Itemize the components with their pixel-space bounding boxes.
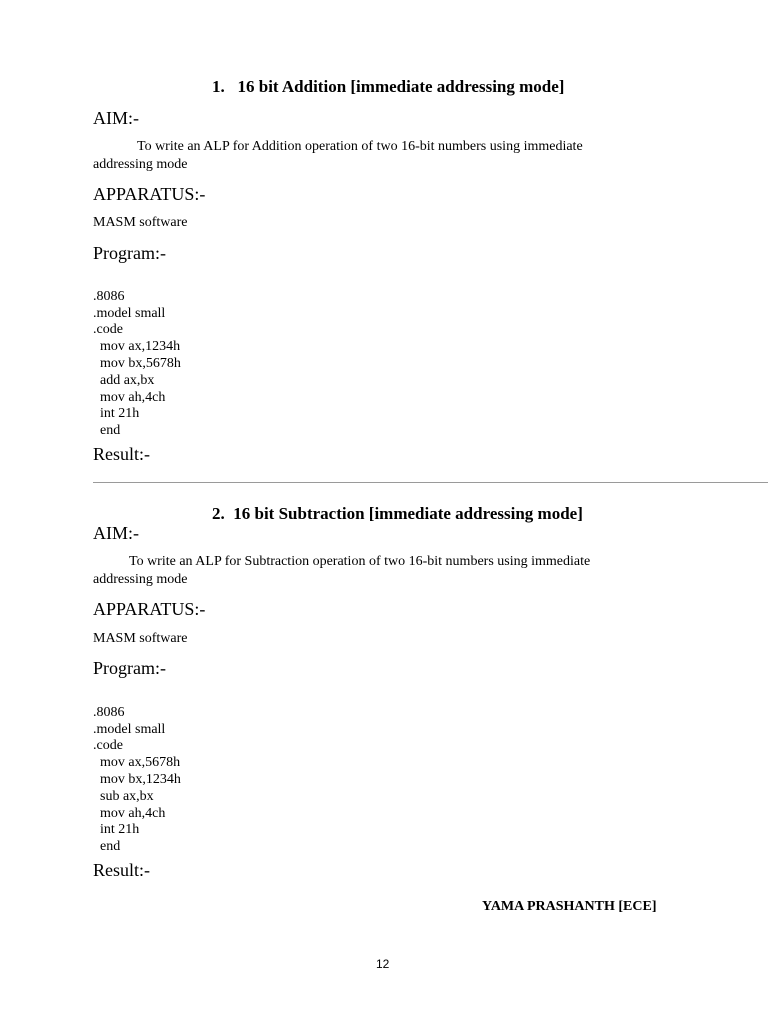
code-line: .code bbox=[93, 322, 123, 338]
section1-result-heading: Result:- bbox=[93, 444, 150, 464]
code-line: .model small bbox=[93, 305, 166, 321]
code-line: int 21h bbox=[93, 822, 140, 838]
section2-aim-heading: AIM:- bbox=[93, 523, 139, 543]
code-line: .model small bbox=[93, 721, 166, 737]
section2-result-heading: Result:- bbox=[93, 860, 150, 880]
code-line: sub ax,bx bbox=[93, 788, 154, 804]
code-line: .code bbox=[93, 738, 123, 754]
section1-title bbox=[212, 77, 564, 97]
page-number: 12 bbox=[376, 957, 390, 971]
code-line: mov bx,1234h bbox=[93, 771, 181, 787]
section-divider bbox=[93, 482, 768, 483]
code-line: mov ah,4ch bbox=[93, 805, 166, 821]
code-line: int 21h bbox=[93, 406, 140, 422]
section1-title-text: 16 bit Addition [immediate addressing mode] bbox=[237, 77, 565, 96]
code-line: end bbox=[93, 839, 121, 855]
code-line: add ax,bx bbox=[93, 372, 155, 388]
code-line: .8086 bbox=[93, 288, 125, 304]
author-signature: YAMA PRASHANTH [ECE] bbox=[482, 899, 657, 914]
section2-title bbox=[212, 504, 583, 524]
section2-code-block bbox=[93, 688, 181, 873]
code-line: .8086 bbox=[93, 704, 125, 720]
section2-number: 2. bbox=[212, 504, 225, 523]
section2-aim-line2: addressing mode bbox=[93, 572, 188, 587]
section2-apparatus-heading: APPARATUS:- bbox=[93, 599, 206, 619]
section1-program-heading: Program:- bbox=[93, 243, 166, 263]
section2-apparatus-text: MASM software bbox=[93, 631, 188, 646]
code-line: mov ax,1234h bbox=[93, 339, 181, 355]
section1-apparatus-heading: APPARATUS:- bbox=[93, 184, 206, 204]
section1-code-block bbox=[93, 272, 181, 457]
section1-aim-line1: To write an ALP for Addition operation of two 16-bit numbers using immediate bbox=[137, 139, 583, 154]
section1-apparatus-text: MASM software bbox=[93, 215, 188, 230]
code-line: mov ax,5678h bbox=[93, 755, 181, 771]
section2-aim-line1: To write an ALP for Subtraction operation of two 16-bit numbers using immediate bbox=[129, 554, 591, 569]
section1-aim-line2: addressing mode bbox=[93, 157, 188, 172]
section2-title-text: 16 bit Subtraction [immediate addressing mode] bbox=[233, 504, 583, 523]
code-line: mov ah,4ch bbox=[93, 389, 166, 405]
section1-aim-heading: AIM:- bbox=[93, 108, 139, 128]
code-line: end bbox=[93, 423, 121, 439]
section1-number: 1. bbox=[212, 77, 225, 96]
code-line: mov bx,5678h bbox=[93, 355, 181, 371]
section2-program-heading: Program:- bbox=[93, 658, 166, 678]
